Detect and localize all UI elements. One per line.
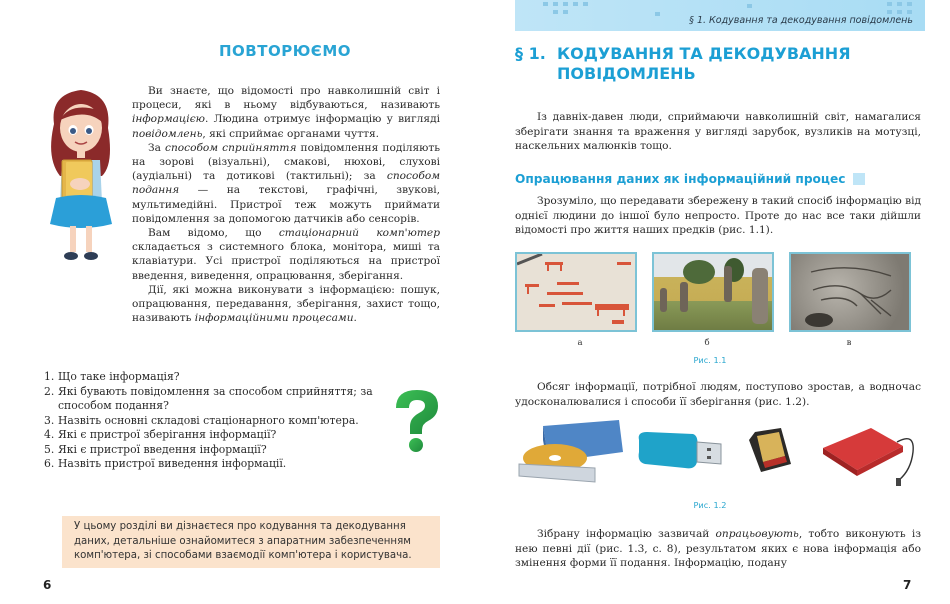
optical-drive-icon bbox=[515, 418, 625, 492]
page-number: 6 bbox=[43, 578, 52, 592]
girl-with-book-illustration bbox=[40, 84, 122, 266]
question-item: 4. Які є пристрої зберігання інформації? bbox=[44, 428, 277, 441]
sd-card-icon bbox=[747, 426, 795, 476]
usb-flash-drive-icon bbox=[635, 428, 725, 476]
figure-label: в bbox=[846, 338, 852, 348]
intro-paragraph: За способом сприйняття повідомлення поділяють на зорові (візуальні), смакові, нюхові, слухові (аудіальні) та дотикові (тактильні); за способом подання — на текстові, графічні, звукові, мультимедійні. Пристрої теж можуть приймати повідомлення за допомогою датчиків або сенсорів. bbox=[132, 141, 440, 225]
figure-label: а bbox=[577, 338, 583, 348]
chapter-section-number: § 1. bbox=[515, 44, 546, 63]
question-item: 1. Що таке інформація? bbox=[44, 370, 180, 383]
figure-1-2 bbox=[515, 418, 921, 492]
chapter-summary-box: У цьому розділі ви дізнаєтеся про кодування та декодування даних, детальніше ознайомитеся з апаратним забезпеченням комп'ютера, зі способами взаємодії комп'ютера і користувача. bbox=[62, 516, 440, 568]
body-paragraph: Зібрану інформацію зазвичай опрацьовують, тобто виконують із нею певні дії (рис. 1.3, с. 8), результатом яких є нова інформація або змінення форми її подання. Інформацію, подану bbox=[515, 528, 921, 569]
question-item: 2. Які бувають повідомлення за способом сприйняття; за способом подання? bbox=[44, 384, 373, 412]
header-band bbox=[515, 0, 925, 31]
review-questions bbox=[44, 370, 404, 472]
decorative-square bbox=[853, 173, 865, 185]
figure-label: б bbox=[704, 338, 710, 348]
page-number: 7 bbox=[903, 578, 912, 592]
question-item: 3. Назвіть основні складові стаціонарного комп'ютера. bbox=[44, 413, 359, 427]
chapter-title-text: КОДУВАННЯ ТА ДЕКОДУВАННЯ ПОВІДОМЛЕНЬ bbox=[557, 44, 851, 83]
body-paragraph: Із давніх-давен люди, сприймаючи навколишній світ, намагалися зберігати знання та враження у вигляді зарубок, вузликів на мотузці, наскельних малюнків тощо. bbox=[515, 111, 921, 152]
chapter-title bbox=[515, 44, 915, 84]
question-mark-icon bbox=[392, 388, 442, 454]
running-head: § 1. Кодування та декодування повідомлень bbox=[689, 15, 913, 26]
question-item: 6. Назвіть пристрої виведення інформації. bbox=[44, 457, 287, 470]
section-subheading: Опрацювання даних як інформаційний процес bbox=[515, 172, 921, 186]
petroglyph-image bbox=[789, 252, 911, 332]
intro-paragraph: Вам відомо, що стаціонарний комп'ютер складається з системного блока, монітора, миші та клавіатури. Усі пристрої поділяються на пристрої введення, виведення, опрацювання, зберігання. bbox=[132, 227, 440, 282]
intro-paragraph: Ви знаєте, що відомості про навколишній світ і процеси, які в ньому відбуваються, називають інформацією. Людина отримує інформацію у вигляді повідомлень, які сприймає органами чуття. bbox=[132, 85, 440, 140]
body-paragraph: Зрозуміло, що передавати збережену в такий спосіб інформацію від однієї людини до іншої було непросто. Проте до нас все таки дійшли відомості про життя наших предків (рис. 1.1). bbox=[515, 195, 921, 236]
body-paragraph: Обсяг інформації, потрібної людям, поступово зростав, а водночас удосконалювалися і способи її зберігання (рис. 1.2). bbox=[515, 381, 921, 408]
figure-caption: Рис. 1.2 bbox=[693, 500, 727, 510]
question-item: 5. Які є пристрої введення інформації? bbox=[44, 442, 267, 456]
rock-painting-image bbox=[515, 252, 637, 332]
figure-1-1 bbox=[515, 252, 921, 332]
intro-text bbox=[132, 84, 440, 325]
review-title: ПОВТОРЮЄМО bbox=[218, 42, 351, 60]
intro-paragraph: Дії, які можна виконувати з інформацією: пошук, опрацювання, передавання, зберігання, захист тощо, називають інформаційними процесами. bbox=[132, 283, 440, 325]
right-page bbox=[475, 0, 950, 604]
figure-caption: Рис. 1.1 bbox=[693, 355, 727, 365]
stone-statues-image bbox=[652, 252, 774, 332]
external-hard-drive-icon bbox=[819, 422, 919, 488]
